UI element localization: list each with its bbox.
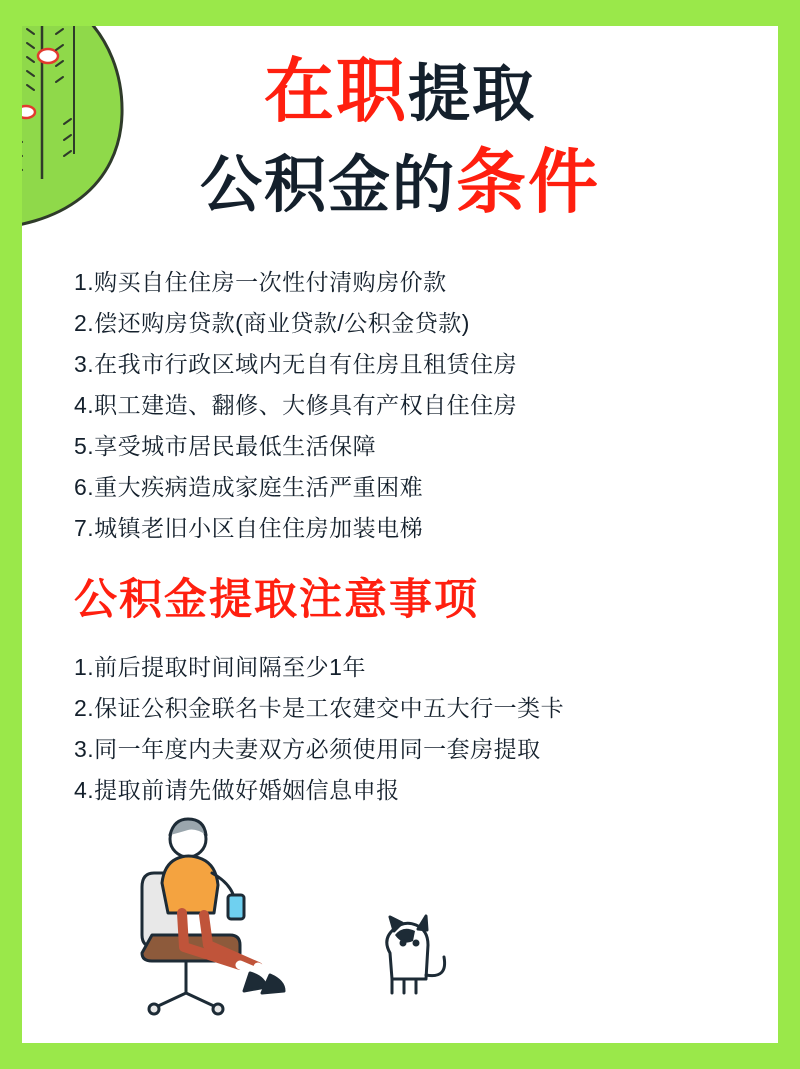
illustration <box>112 803 532 1033</box>
list-item: 3.同一年度内夫妻双方必须使用同一套房提取 <box>74 736 541 762</box>
list-item: 5.享受城市居民最低生活保障 <box>74 433 377 459</box>
list-item: 2.保证公积金联名卡是工农建交中五大行一类卡 <box>74 695 565 721</box>
cat-icon <box>387 916 445 993</box>
title-part-dark-2: 公积金的 <box>199 150 456 220</box>
list-item: 7.城镇老旧小区自住住房加装电梯 <box>74 515 424 541</box>
list-item: 3.在我市行政区域内无自有住房且租赁住房 <box>74 351 518 377</box>
list-item: 1.前后提取时间间隔至少1年 <box>74 654 366 680</box>
person-on-chair-with-phone <box>142 819 284 1014</box>
title-part-red-1: 在职 <box>263 52 408 130</box>
poster-card <box>22 26 778 1043</box>
list-item: 2.偿还购房贷款(商业贷款/公积金贷款) <box>74 310 470 336</box>
title-line-2 <box>22 141 778 224</box>
list-item: 4.职工建造、翻修、大修具有产权自住住房 <box>74 392 518 418</box>
poster-title <box>22 50 778 223</box>
title-line-1 <box>22 50 778 133</box>
notes-list <box>74 656 738 820</box>
list-item: 4.提取前请先做好婚姻信息申报 <box>74 777 400 803</box>
section-heading-notes: 公积金提取注意事项 <box>74 576 479 624</box>
title-part-dark-1: 提取 <box>407 60 536 129</box>
title-part-red-2: 条件 <box>456 142 600 221</box>
list-item: 6.重大疾病造成家庭生活严重困难 <box>74 474 424 500</box>
list-item: 1.购买自住住房一次性付清购房价款 <box>74 269 447 295</box>
conditions-list <box>74 271 738 558</box>
